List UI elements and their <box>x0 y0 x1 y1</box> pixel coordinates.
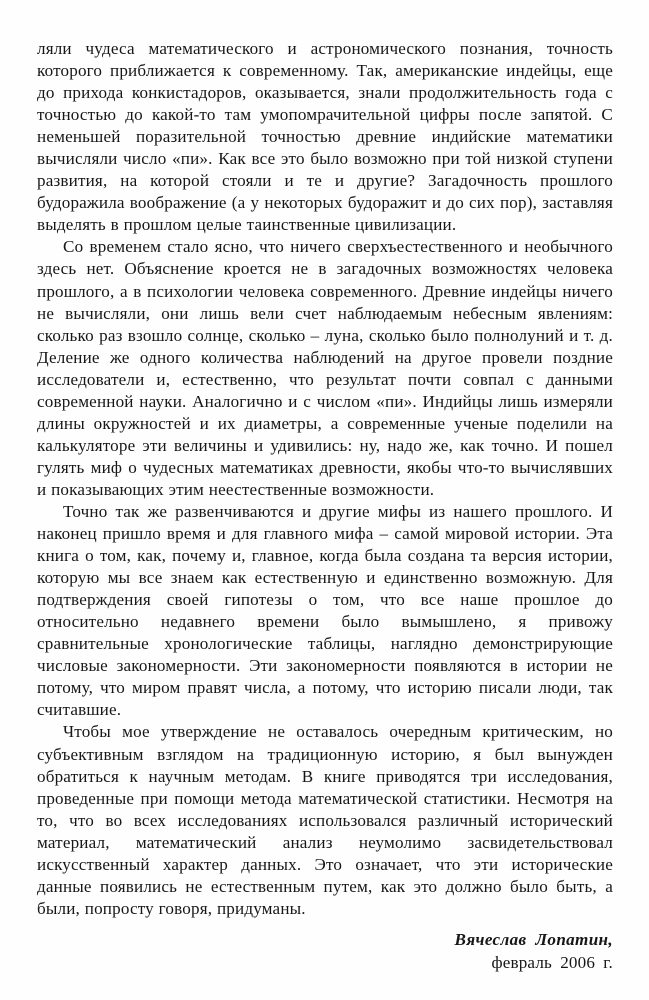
body-paragraph-4: Чтобы мое утверждение не оставалось очередным критическим, но субъективным взглядом на традиционную историю, я был вынужден обратиться к научным методам. В книге приводятся три исследования, проведенные при помощи метода математической статистики. Несмотря на то, что во всех исследованиях использовался различный исторический материал, математический анализ неумолимо засвидетельствовал искусственный характер данных. Это означает, что эти исторические данные появились не естественным путем, как это должно было быть, а были, попросту говоря, придуманы. <box>37 722 613 918</box>
body-paragraph-2: Со временем стало ясно, что ничего сверхъестественного и необычного здесь нет. Объяснение кроется не в загадочных возможностях человека прошлого, а в психологии человека современного. Древние индейцы ничего не вычисляли, они лишь вели счет наблюдаемым небесным явлениям: сколько раз взошло солнце, сколько – луна, сколько было полнолуний и т. д. Деление же одного количества наблюдений на другое провели поздние исследователи и, естественно, что результат почти совпал с данными современной науки. Аналогично и с числом «пи». Индийцы лишь измеряли длины окружностей и их диаметры, а современные ученые поделили на калькуляторе эти величины и удивились: ну, надо же, как точно. И пошел гулять миф о чудесных математиках древности, якобы что-то вычислявших и показывающих этим неестественные возможности. <box>37 237 613 499</box>
text-column <box>37 38 613 974</box>
signature-author-name: Вячеслав Лопатин, <box>454 929 613 949</box>
body-paragraph-3: Точно так же развенчиваются и другие мифы из нашего прошлого. И наконец пришло время и для главного мифа – самой мировой истории. Эта книга о том, как, почему и, главное, когда была создана та версия истории, которую мы все знаем как естественную и единственно возможную. Для подтверждения своей гипотезы о том, что все наше прошлое до относительно недавнего времени было вымышлено, я привожу сравнительные хронологические таблицы, наглядно демонстрирующие числовые закономерности. Эти закономерности появляются в истории не потому, что миром правят числа, а потому, что историю писали люди, так считавшие. <box>37 501 613 720</box>
body-paragraph-1: ляли чудеса математического и астрономического познания, точность которого приближается к современному. Так, американские индейцы, еще до прихода конкистадоров, оказывается, знали продолжительность года с точностью до какой-то там умопомрачительной цифры после запятой. С неменьшей поразительной точностью древние индийские математики вычисляли число «пи». Как все это было возможно при той низкой ступени развития, на которой стояли и те и другие? Загадочность прошлого будоражила воображение (а у некоторых будоражит и до сих пор), заставляя выделять в прошлом целые таинственные цивилизации. <box>37 39 613 235</box>
signature-block <box>37 928 613 974</box>
signature-date: февраль 2006 г. <box>491 952 613 972</box>
